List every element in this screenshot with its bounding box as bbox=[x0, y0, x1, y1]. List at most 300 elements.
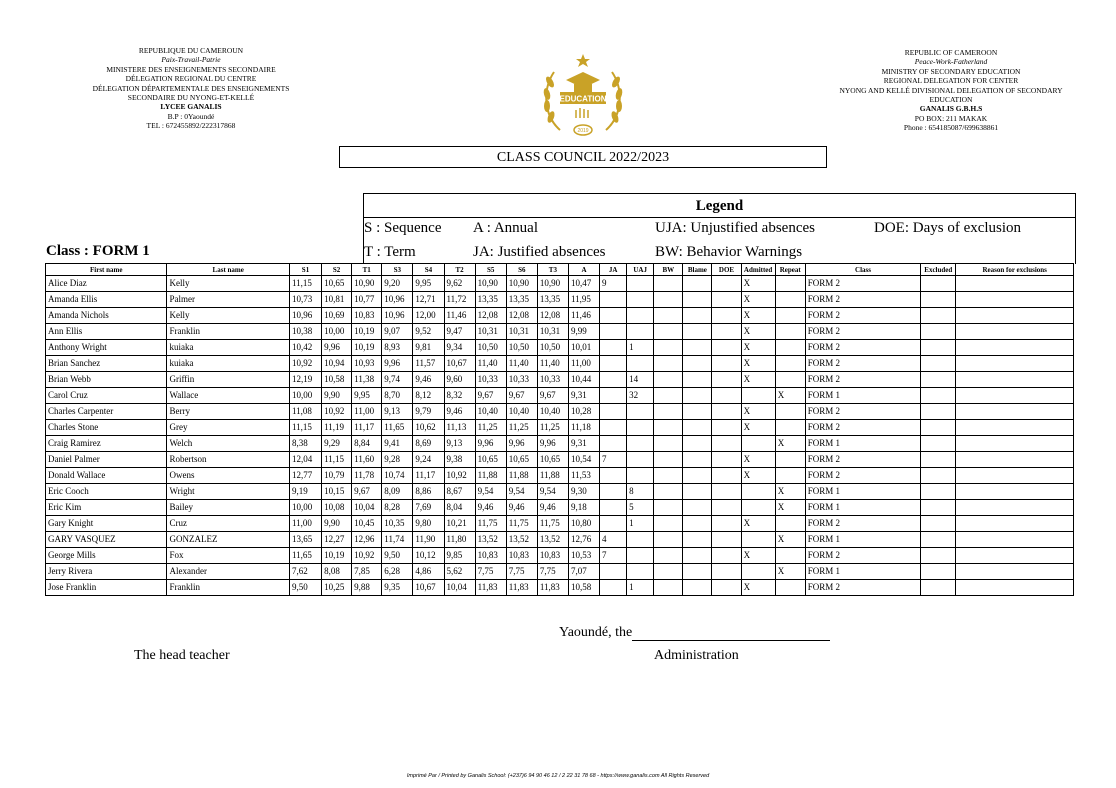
table-cell: 10,42 bbox=[289, 340, 321, 356]
header-left-line: MINISTERE DES ENSEIGNEMENTS SECONDAIRE bbox=[106, 64, 276, 74]
table-cell bbox=[600, 468, 627, 484]
table-cell: X bbox=[741, 276, 775, 292]
header-right-line: PO BOX: 211 MAKAK bbox=[914, 113, 988, 123]
table-cell bbox=[683, 388, 712, 404]
table-cell bbox=[654, 452, 683, 468]
header-right-line: REGIONAL DELEGATION FOR CENTER bbox=[883, 76, 1019, 86]
table-row bbox=[46, 356, 1074, 372]
table-cell: FORM 2 bbox=[805, 372, 920, 388]
column-header: S3 bbox=[382, 264, 413, 276]
table-cell: 13,35 bbox=[475, 292, 506, 308]
table-cell: 12,19 bbox=[289, 372, 321, 388]
table-cell: 10,00 bbox=[289, 388, 321, 404]
table-cell: X bbox=[775, 436, 805, 452]
table-cell: 13,52 bbox=[537, 532, 568, 548]
table-cell: 13,52 bbox=[475, 532, 506, 548]
table-cell: 8,28 bbox=[382, 500, 413, 516]
table-cell: 11,83 bbox=[506, 580, 537, 596]
table-cell: X bbox=[741, 324, 775, 340]
table-cell: 10,90 bbox=[506, 276, 537, 292]
table-cell: 9,96 bbox=[537, 436, 568, 452]
table-cell: 9,52 bbox=[413, 324, 444, 340]
table-cell: Amanda Nichols bbox=[46, 308, 167, 324]
table-cell: 9,96 bbox=[475, 436, 506, 452]
table-cell: 10,12 bbox=[413, 548, 444, 564]
table-cell: 11,57 bbox=[413, 356, 444, 372]
table-cell bbox=[600, 308, 627, 324]
table-cell: George Mills bbox=[46, 548, 167, 564]
table-cell bbox=[956, 564, 1074, 580]
table-cell: FORM 1 bbox=[805, 500, 920, 516]
table-cell: Wallace bbox=[167, 388, 289, 404]
table-cell: 9,95 bbox=[413, 276, 444, 292]
table-cell bbox=[712, 452, 741, 468]
table-cell: X bbox=[775, 532, 805, 548]
table-cell: X bbox=[741, 404, 775, 420]
table-cell bbox=[921, 404, 956, 420]
table-cell bbox=[627, 468, 654, 484]
table-cell bbox=[683, 564, 712, 580]
table-cell bbox=[654, 420, 683, 436]
table-cell bbox=[654, 580, 683, 596]
table-cell: 6,28 bbox=[382, 564, 413, 580]
table-cell: 13,35 bbox=[537, 292, 568, 308]
table-cell bbox=[775, 516, 805, 532]
table-cell: FORM 1 bbox=[805, 532, 920, 548]
table-cell bbox=[627, 292, 654, 308]
table-cell: 5,62 bbox=[444, 564, 475, 580]
table-cell: 10,28 bbox=[568, 404, 599, 420]
table-cell: 10,19 bbox=[352, 340, 382, 356]
table-cell: 10,40 bbox=[506, 404, 537, 420]
legend-ja: JA: Justified absences bbox=[473, 244, 606, 260]
table-cell: 12,00 bbox=[413, 308, 444, 324]
table-cell: Grey bbox=[167, 420, 289, 436]
table-row bbox=[46, 420, 1074, 436]
table-cell: 1 bbox=[627, 516, 654, 532]
column-header: S5 bbox=[475, 264, 506, 276]
page-title: CLASS COUNCIL 2022/2023 bbox=[339, 146, 827, 168]
table-cell: 11,88 bbox=[475, 468, 506, 484]
table-cell: GARY VASQUEZ bbox=[46, 532, 167, 548]
table-cell bbox=[654, 356, 683, 372]
table-cell: FORM 2 bbox=[805, 468, 920, 484]
footer: Imprimé Par / Printed by Ganalis School: (+237)6 94 90 46 12 / 2 22 31 78 68 - https://www.ganalis.com All Rights Reserved bbox=[406, 773, 710, 779]
table-cell bbox=[712, 500, 741, 516]
table-cell: 9,31 bbox=[568, 388, 599, 404]
table-cell bbox=[627, 548, 654, 564]
column-header: Repeat bbox=[775, 264, 805, 276]
table-cell: Franklin bbox=[167, 580, 289, 596]
table-cell: 7,75 bbox=[475, 564, 506, 580]
table-cell: 9,28 bbox=[382, 452, 413, 468]
table-cell: 10,58 bbox=[322, 372, 352, 388]
table-cell: 14 bbox=[627, 372, 654, 388]
table-cell: 11,17 bbox=[413, 468, 444, 484]
table-cell bbox=[921, 292, 956, 308]
table-cell: 10,65 bbox=[475, 452, 506, 468]
table-cell: 9,54 bbox=[506, 484, 537, 500]
table-cell: X bbox=[741, 372, 775, 388]
table-cell: X bbox=[741, 420, 775, 436]
table-cell bbox=[712, 340, 741, 356]
table-row bbox=[46, 500, 1074, 516]
table-cell: 11,25 bbox=[475, 420, 506, 436]
table-cell: 9,67 bbox=[506, 388, 537, 404]
table-cell: 9,46 bbox=[537, 500, 568, 516]
table-cell bbox=[741, 388, 775, 404]
table-cell: 10,93 bbox=[352, 356, 382, 372]
table-cell bbox=[600, 564, 627, 580]
table-cell: 9,81 bbox=[413, 340, 444, 356]
header-left-line: TEL : 672455892/222317868 bbox=[146, 121, 236, 131]
table-cell: 11,95 bbox=[568, 292, 599, 308]
table-cell bbox=[600, 292, 627, 308]
table-cell bbox=[627, 324, 654, 340]
table-cell: Eric Cooch bbox=[46, 484, 167, 500]
table-cell: 10,65 bbox=[537, 452, 568, 468]
table-cell: 9,99 bbox=[568, 324, 599, 340]
table-cell: Anthony Wright bbox=[46, 340, 167, 356]
table-cell: 8,67 bbox=[444, 484, 475, 500]
column-header: T1 bbox=[352, 264, 382, 276]
table-cell: 10,53 bbox=[568, 548, 599, 564]
table-cell: 10,31 bbox=[475, 324, 506, 340]
table-cell bbox=[683, 276, 712, 292]
header-right-line: MINISTRY OF SECONDARY EDUCATION bbox=[881, 66, 1021, 76]
table-row bbox=[46, 308, 1074, 324]
table-row bbox=[46, 340, 1074, 356]
table-cell: 9,96 bbox=[382, 356, 413, 372]
table-cell: 10,54 bbox=[568, 452, 599, 468]
table-cell bbox=[654, 532, 683, 548]
table-cell: 12,76 bbox=[568, 532, 599, 548]
table-cell bbox=[654, 564, 683, 580]
table-cell bbox=[956, 356, 1074, 372]
table-cell bbox=[921, 372, 956, 388]
table-cell: 9,80 bbox=[413, 516, 444, 532]
table-cell: Welch bbox=[167, 436, 289, 452]
table-cell: 11,75 bbox=[537, 516, 568, 532]
table-cell: 10,19 bbox=[352, 324, 382, 340]
table-cell bbox=[600, 372, 627, 388]
table-row bbox=[46, 404, 1074, 420]
table-cell: 10,31 bbox=[537, 324, 568, 340]
table-cell: Charles Carpenter bbox=[46, 404, 167, 420]
table-cell bbox=[775, 276, 805, 292]
table-cell bbox=[654, 308, 683, 324]
table-cell: 10,83 bbox=[475, 548, 506, 564]
table-cell: 7,69 bbox=[413, 500, 444, 516]
school-name: LYCEE GANALIS bbox=[160, 102, 222, 112]
table-cell bbox=[956, 324, 1074, 340]
table-cell bbox=[600, 500, 627, 516]
table-row bbox=[46, 452, 1074, 468]
table-cell: 10,04 bbox=[444, 580, 475, 596]
table-cell: 11,88 bbox=[537, 468, 568, 484]
table-cell bbox=[712, 308, 741, 324]
table-cell: FORM 1 bbox=[805, 484, 920, 500]
table-cell: 10,74 bbox=[382, 468, 413, 484]
table-cell: 12,71 bbox=[413, 292, 444, 308]
table-cell: X bbox=[775, 388, 805, 404]
table-cell: 9,46 bbox=[413, 372, 444, 388]
table-cell: 11,00 bbox=[352, 404, 382, 420]
table-cell: Bailey bbox=[167, 500, 289, 516]
table-cell: 9,79 bbox=[413, 404, 444, 420]
table-cell: 9,60 bbox=[444, 372, 475, 388]
table-cell: 9,47 bbox=[444, 324, 475, 340]
table-cell: 10,77 bbox=[352, 292, 382, 308]
table-cell bbox=[921, 500, 956, 516]
table-cell bbox=[683, 372, 712, 388]
table-cell: 10,90 bbox=[352, 276, 382, 292]
table-cell bbox=[775, 420, 805, 436]
table-cell: kuiaka bbox=[167, 356, 289, 372]
table-cell: Alexander bbox=[167, 564, 289, 580]
table-cell: 9,13 bbox=[444, 436, 475, 452]
table-cell bbox=[683, 292, 712, 308]
table-cell: X bbox=[741, 548, 775, 564]
table-cell: 10,62 bbox=[413, 420, 444, 436]
table-cell bbox=[956, 404, 1074, 420]
table-cell: 9,62 bbox=[444, 276, 475, 292]
table-row bbox=[46, 532, 1074, 548]
table-cell: 11,15 bbox=[289, 420, 321, 436]
table-cell: 10,90 bbox=[537, 276, 568, 292]
table-cell bbox=[654, 340, 683, 356]
table-cell: 11,83 bbox=[475, 580, 506, 596]
table-cell: 11,60 bbox=[352, 452, 382, 468]
table-cell: 11,40 bbox=[537, 356, 568, 372]
table-cell: 10,94 bbox=[322, 356, 352, 372]
table-cell bbox=[775, 308, 805, 324]
table-cell: 8,12 bbox=[413, 388, 444, 404]
table-cell: 9,30 bbox=[568, 484, 599, 500]
table-cell bbox=[712, 580, 741, 596]
table-cell: 10,92 bbox=[289, 356, 321, 372]
table-cell bbox=[627, 436, 654, 452]
table-cell bbox=[654, 516, 683, 532]
column-header: S6 bbox=[506, 264, 537, 276]
table-cell bbox=[712, 468, 741, 484]
table-cell: 12,96 bbox=[352, 532, 382, 548]
table-cell bbox=[654, 468, 683, 484]
table-cell bbox=[627, 356, 654, 372]
table-cell: 10,15 bbox=[322, 484, 352, 500]
table-cell: 7 bbox=[600, 452, 627, 468]
table-cell: 10,69 bbox=[322, 308, 352, 324]
table-cell bbox=[956, 340, 1074, 356]
table-cell bbox=[775, 404, 805, 420]
table-cell: Jerry Rivera bbox=[46, 564, 167, 580]
table-cell bbox=[921, 516, 956, 532]
table-cell: 10,33 bbox=[537, 372, 568, 388]
table-cell bbox=[600, 420, 627, 436]
table-cell bbox=[741, 532, 775, 548]
table-cell: X bbox=[741, 516, 775, 532]
table-cell bbox=[627, 420, 654, 436]
table-cell: 7,62 bbox=[289, 564, 321, 580]
table-cell: 10,40 bbox=[537, 404, 568, 420]
table-cell bbox=[956, 484, 1074, 500]
table-cell bbox=[712, 420, 741, 436]
table-row bbox=[46, 564, 1074, 580]
table-cell bbox=[683, 516, 712, 532]
column-header: Admitted bbox=[741, 264, 775, 276]
table-cell: 10,38 bbox=[289, 324, 321, 340]
table-cell bbox=[921, 548, 956, 564]
table-cell bbox=[683, 532, 712, 548]
table-cell: 10,00 bbox=[322, 324, 352, 340]
table-cell: X bbox=[741, 308, 775, 324]
table-cell bbox=[683, 420, 712, 436]
table-cell: 11,13 bbox=[444, 420, 475, 436]
table-cell bbox=[683, 436, 712, 452]
column-header: Excluded bbox=[921, 264, 956, 276]
table-cell bbox=[654, 548, 683, 564]
table-cell bbox=[956, 548, 1074, 564]
table-cell: Kelly bbox=[167, 276, 289, 292]
table-cell: 11,17 bbox=[352, 420, 382, 436]
table-cell: 11,65 bbox=[289, 548, 321, 564]
table-cell bbox=[956, 436, 1074, 452]
table-cell bbox=[956, 420, 1074, 436]
header-left-line: DÉLEGATION DÉPARTEMENTALE DES ENSEIGNEMENTS bbox=[92, 83, 290, 93]
table-cell: Wright bbox=[167, 484, 289, 500]
table-cell: 10,65 bbox=[506, 452, 537, 468]
logo-year: 2019 bbox=[577, 128, 589, 134]
table-cell: 11,75 bbox=[506, 516, 537, 532]
table-cell bbox=[775, 580, 805, 596]
table-cell: 10,21 bbox=[444, 516, 475, 532]
table-cell bbox=[921, 532, 956, 548]
table-cell: 11,74 bbox=[382, 532, 413, 548]
table-cell: 11,40 bbox=[475, 356, 506, 372]
table-cell: 8,38 bbox=[289, 436, 321, 452]
table-header-row bbox=[46, 264, 1074, 276]
table-cell: 8 bbox=[627, 484, 654, 500]
table-cell: 9,13 bbox=[382, 404, 413, 420]
table-cell bbox=[600, 388, 627, 404]
table-cell: 8,93 bbox=[382, 340, 413, 356]
table-row bbox=[46, 324, 1074, 340]
table-cell bbox=[654, 324, 683, 340]
table-row bbox=[46, 548, 1074, 564]
table-cell bbox=[741, 500, 775, 516]
table-cell bbox=[956, 580, 1074, 596]
table-cell: Craig Ramirez bbox=[46, 436, 167, 452]
table-cell: 12,27 bbox=[322, 532, 352, 548]
table-cell: FORM 1 bbox=[805, 388, 920, 404]
table-cell: 10,44 bbox=[568, 372, 599, 388]
table-cell: FORM 2 bbox=[805, 548, 920, 564]
table-cell: 10,19 bbox=[322, 548, 352, 564]
table-cell: 9,54 bbox=[537, 484, 568, 500]
table-cell: 12,08 bbox=[475, 308, 506, 324]
column-header: T2 bbox=[444, 264, 475, 276]
table-cell bbox=[627, 404, 654, 420]
table-cell bbox=[683, 356, 712, 372]
table-cell: 9,96 bbox=[322, 340, 352, 356]
logo-text: EDUCATION bbox=[559, 94, 607, 104]
table-cell: 8,84 bbox=[352, 436, 382, 452]
table-cell: 10,50 bbox=[475, 340, 506, 356]
table-cell: 7,07 bbox=[568, 564, 599, 580]
table-cell bbox=[654, 292, 683, 308]
column-header: T3 bbox=[537, 264, 568, 276]
table-cell: 10,25 bbox=[322, 580, 352, 596]
table-cell: 10,08 bbox=[322, 500, 352, 516]
table-cell: FORM 2 bbox=[805, 276, 920, 292]
table-cell: Donald Wallace bbox=[46, 468, 167, 484]
table-cell: FORM 2 bbox=[805, 420, 920, 436]
table-cell: 11,46 bbox=[444, 308, 475, 324]
table-cell bbox=[683, 404, 712, 420]
table-cell: 11,00 bbox=[568, 356, 599, 372]
table-cell: 9,29 bbox=[322, 436, 352, 452]
table-cell: Berry bbox=[167, 404, 289, 420]
legend-bw: BW: Behavior Warnings bbox=[655, 244, 803, 260]
legend-doe: DOE: Days of exclusion bbox=[874, 220, 1022, 236]
table-cell bbox=[921, 324, 956, 340]
table-cell: 10,83 bbox=[506, 548, 537, 564]
column-header: DOE bbox=[712, 264, 741, 276]
table-cell: 9,19 bbox=[289, 484, 321, 500]
table-cell: 10,58 bbox=[568, 580, 599, 596]
table-cell bbox=[683, 340, 712, 356]
table-cell: 10,01 bbox=[568, 340, 599, 356]
table-cell: 9,67 bbox=[475, 388, 506, 404]
table-cell: 1 bbox=[627, 340, 654, 356]
table-cell bbox=[600, 404, 627, 420]
table-cell bbox=[956, 388, 1074, 404]
table-cell: FORM 2 bbox=[805, 340, 920, 356]
column-header: Reason for exclusions bbox=[956, 264, 1074, 276]
table-cell: 9,18 bbox=[568, 500, 599, 516]
table-cell bbox=[712, 404, 741, 420]
table-cell: 10,79 bbox=[322, 468, 352, 484]
table-cell: Cruz bbox=[167, 516, 289, 532]
table-cell: 11,15 bbox=[289, 276, 321, 292]
head-teacher-signature: The head teacher bbox=[134, 648, 230, 663]
table-cell: 1 bbox=[627, 580, 654, 596]
table-cell: 8,86 bbox=[413, 484, 444, 500]
table-cell: 7,75 bbox=[506, 564, 537, 580]
table-cell bbox=[712, 564, 741, 580]
table-cell: 12,08 bbox=[506, 308, 537, 324]
table-cell: 10,92 bbox=[352, 548, 382, 564]
table-cell bbox=[956, 308, 1074, 324]
table-cell bbox=[921, 308, 956, 324]
table-cell: X bbox=[741, 468, 775, 484]
legend-annual: A : Annual bbox=[473, 220, 539, 236]
table-cell bbox=[712, 532, 741, 548]
table-cell: 11,18 bbox=[568, 420, 599, 436]
table-cell: 9,46 bbox=[475, 500, 506, 516]
header-right-block bbox=[826, 48, 1076, 133]
table-cell: X bbox=[741, 452, 775, 468]
table-cell: 9,90 bbox=[322, 516, 352, 532]
table-cell bbox=[712, 372, 741, 388]
table-cell: Ann Ellis bbox=[46, 324, 167, 340]
legend-term: T : Term bbox=[364, 244, 416, 260]
table-cell bbox=[712, 276, 741, 292]
table-cell: Robertson bbox=[167, 452, 289, 468]
table-cell: Alice Diaz bbox=[46, 276, 167, 292]
table-cell: 11,72 bbox=[444, 292, 475, 308]
table-cell bbox=[741, 484, 775, 500]
